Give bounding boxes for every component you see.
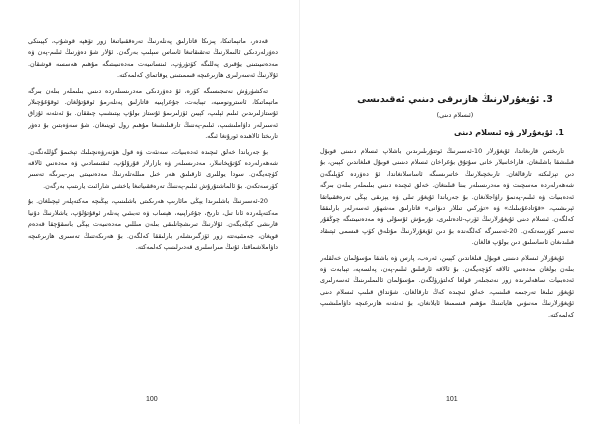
right-paragraph: ئۇيغۇرلار ئىسلام دىنىنى قوبۇل قىلغاندىن كېيىن، ئەرەب، پارس ۋە باشقا مۇسۇلمان خەلقلەر بىلەن بولغان مەدەنىي ئالاقە كۈچەيگەن. بۇ ئالاقە ئارقىلىق ئىلىم-پەن، پەلسەپە، تېبابەت ۋە ئەدەبىيات ساھەلىرىدە زور نەتىجىلەر قولغا كەلتۈرۈلگەن. مۇسۇلمان ئالىملىرىنىڭ ئەسەرلىرى ئۇيغۇر تىلىغا تەرجىمە قىلىنىپ، خەلق ئىچىدە كەڭ تارقالغان. شۇنداق قىلىپ ئىسلام دىنى ئۇيغۇرلارنىڭ مەنىۋىي ھاياتىنىڭ مۇھىم قىسمىغا ئايلانغان، بۇ ئەنئەنە ھازىرغىچە داۋاملىشىپ كەلمەكتە. [320,253,574,319]
left-paragraph: قەدەر، ماتېماتىكا، پىزىكا قاتارلىق پەنلەرنىڭ تەرەققىياتىغا زور تۆھپە قوشۇپ، كېيىنكى دەۋرلەردىكى ئالىملارنىڭ تەتقىقاتىغا ئاساس سېلىپ بەرگەن. ئۇلار شۇ دەۋرنىڭ ئىلىم-پەن ۋە مەدەنىيىتىنى يۇقىرى پەللىگە كۆتۈرۈپ، ئىنسانىيەت مەدەنىيىتىگە مۇھىم ھەسسە قوشقان. ئۇلارنىڭ ئەسەرلىرى ھازىرغىچە قىممىتىنى يوقاتماي كەلمەكتە. [28,37,278,80]
chapter-subtitle: (ئىسلام دىنى) [436,111,474,119]
left-paragraph: تەكشۈرۈش نەتىجىسىگە كۆرە، ئۇ دەۋردىكى مەدرىسىلەردە دىنىي بىلىملەر بىلەن بىرگە ماتېماتىكا، ئاسترونومىيە، تېبابەت، جۇغراپىيە قاتارلىق پەنلەرمۇ ئوقۇتۇلغان. ئوقۇغۇچىلار ئۇستازلىرىدىن ئىلىم ئېلىپ، كېيىن ئۆزلىرىمۇ ئۇستاز بولۇپ يېتىشىپ چىققان. بۇ ئەنئەنە ئۇزاق ئەسىرلەر داۋاملىشىپ، ئىلىم-پەننىڭ تارقىلىشىغا مۇھىم رول ئوينىغان. شۇ سەۋەبتىن بۇ دەۋر تارىختا ئالاھىدە ئورۇنغا ئىگە. [28,86,278,141]
left-paragraph: 20-ئەسىرنىڭ باشلىرىدا يېڭى مائارىپ ھەرىكىتى باشلىنىپ، يېڭىچە مەكتەپلەر ئېچىلغان. بۇ مەكتەپلەردە ئانا تىل، تارىخ، جۇغراپىيە، ھېساب ۋە تەبىئىي پەنلەر ئوقۇتۇلۇپ، ياشلارنىڭ دۇنيا قارىشى كېڭەيگەن. ئۇلارنىڭ تىرىشچانلىقى بىلەن مىللىي مەدەنىيەت يېڭى باسقۇچقا قەدەم قويغان، جەمئىيەتتە زور ئۆزگىرىشلەر بارلىققا كەلگەن. بۇ ھەرىكەتنىڭ تەسىرى ھازىرغىچە داۋاملاشماقتا، ئۇنىڭ مىراسلىرى قەدىرلىنىپ كەلمەكتە. [28,197,278,251]
right-page [300,0,600,424]
left-page-text [28,36,278,381]
right-paragraph: تارىختىن قارىغاندا، ئۇيغۇرلار 10-ئەسىرنىڭ ئوتتۇرىلىرىدىن باشلاپ ئىسلام دىنىنى قوبۇل قىلىشقا باشلىغان. قاراخانىيلار خانى سۇتۇق بۇغراخان ئىسلام دىنىنى قوبۇل قىلغاندىن كېيىن، بۇ دىن تېزلىكتە تارقالغان. تارىخچىلارنىڭ خاتىرىسىگە ئاساسلانغاندا، ئۇ دەۋردە كۆپلىگەن شەھەرلەردە مەسچىت ۋە مەدرىسىلەر بىنا قىلىنغان. خەلق ئىچىدە دىنىي بىلىملەر بىلەن بىرگە ئەدەبىيات ۋە ئىلىم-پەنمۇ راۋاجلانغان. بۇ جەرياندا ئۇيغۇر تىلى ۋە يېزىقى يېڭى تەرەققىياتقا ئېرىشىپ، «قۇتادغۇبىلىك» ۋە «تۈركىي تىللار دىۋانى» قاتارلىق مەشھۇر ئەسەرلەر بارلىققا كەلگەن. ئىسلام دىنى ئۇيغۇرلارنىڭ ئۆرپ-ئادەتلىرى، تۇرمۇش ئۇسۇلى ۋە مەدەنىيىتىگە چوڭقۇر تەسىر كۆرسەتكەن. 20-ئەسىرگە كەلگەندە بۇ دىن ئۇيغۇرلارنىڭ مۇتلەق كۆپ قىسمى ئېتىقاد قىلىدىغان ئاساسلىق دىن بولۇپ قالغان. [320,147,574,247]
left-paragraph: بۇ جەرياندا خەلق ئىچىدە ئەدەبىيات، سەنئەت ۋە قول ھۈنەرۋەنچىلىك تېخىمۇ گۈللەنگەن. شەھەرلەردە كۇتۇپخانىلار، مەدرىسىلەر ۋە بازارلار قۇرۇلۇپ، ئىقتىسادىي ۋە مەدەنىي ئالاقە كۈچەيگەن. سودا يوللىرى ئارقىلىق ھەر خىل مىللەتلەرنىڭ مەدەنىيىتى بىر-بىرىگە تەسىر كۆرسەتكەن. بۇ ئالماشتۇرۇش ئىلىم-پەننىڭ تەرەققىياتىغا ياخشى شارائىت يارىتىپ بەرگەن. [28,147,278,190]
section-heading: 1. ئۇيغۇرلار ۋە ئىسلام دىنى [454,128,564,137]
right-page-text [320,146,574,382]
left-page-number: 100 [146,396,158,403]
right-page-number: 101 [446,396,458,403]
chapter-title: 3. ئۇيغۇرلارنىڭ ھازىرقى دىنىي ئەقىدىسى [357,94,553,105]
